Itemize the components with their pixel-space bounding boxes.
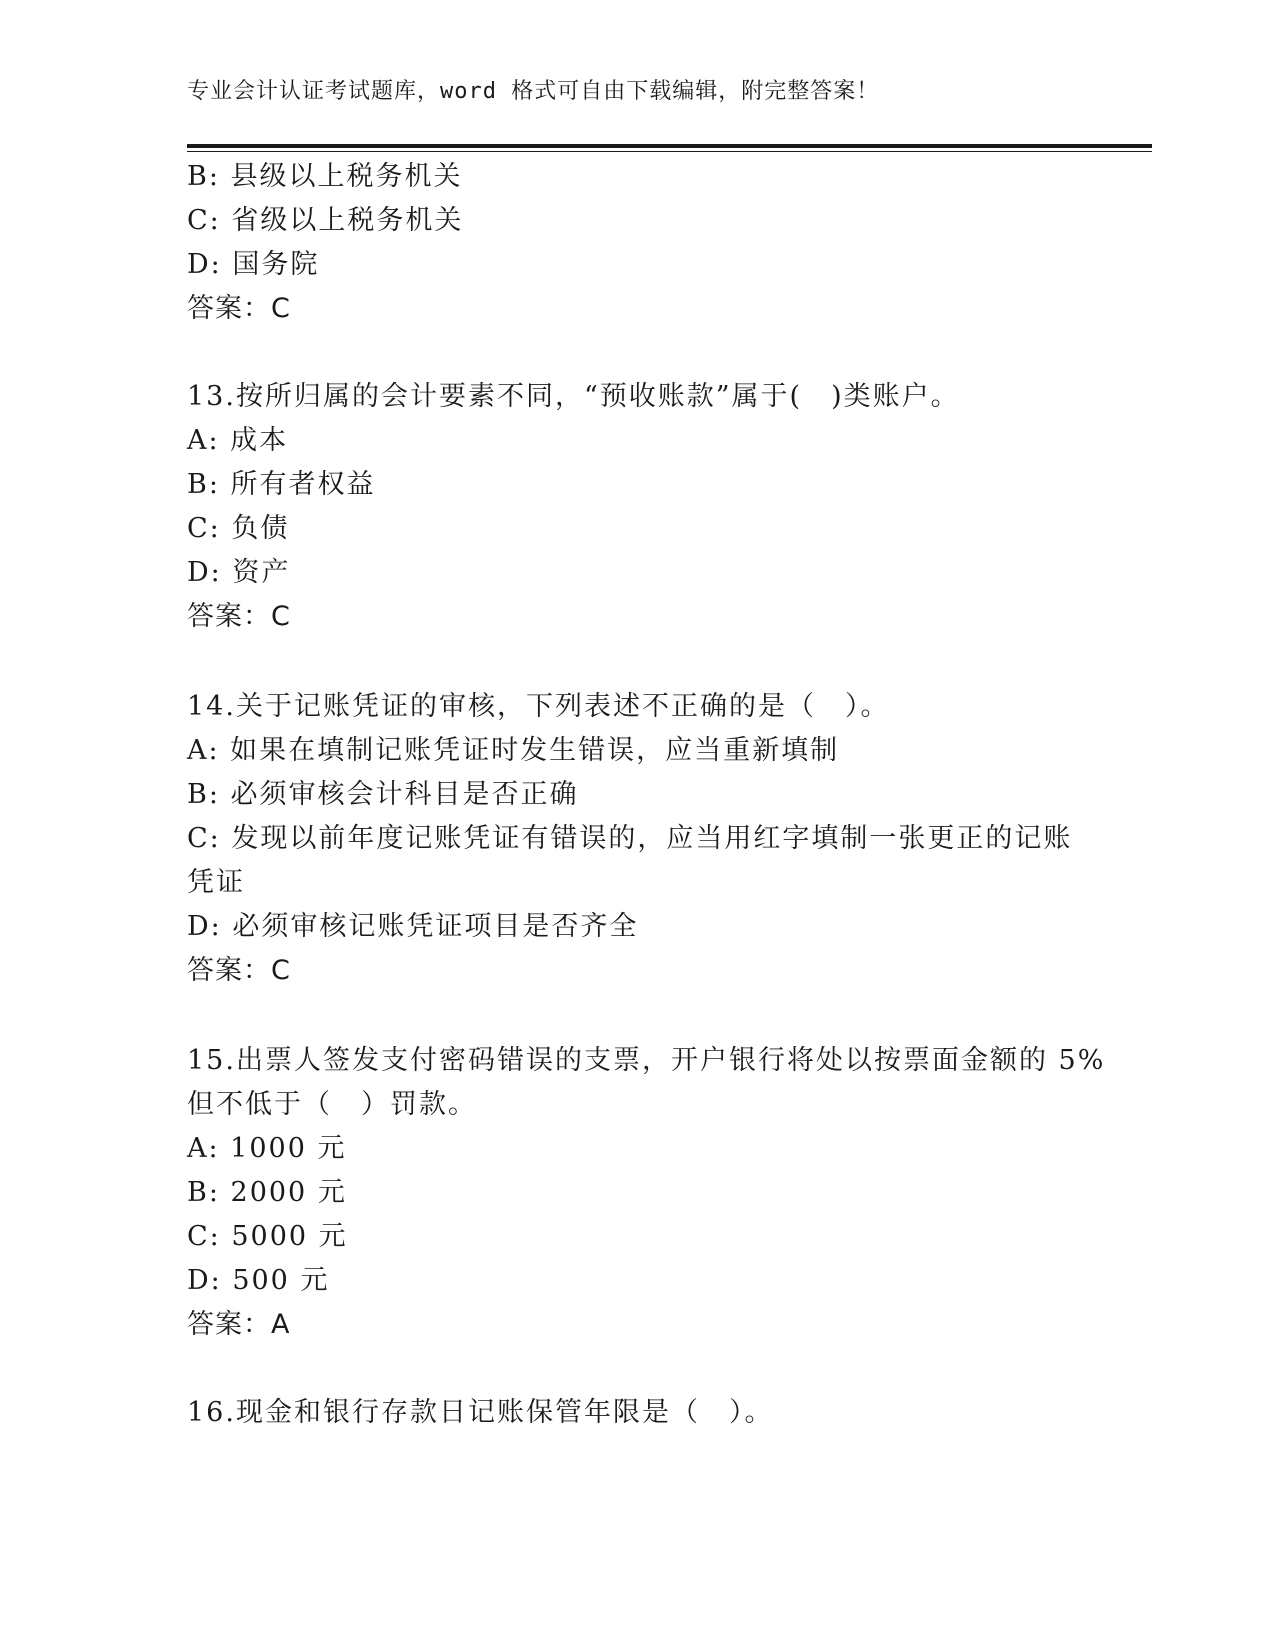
option-a: A: 成本 xyxy=(187,425,289,456)
option-a: A: 如果在填制记账凭证时发生错误，应当重新填制 xyxy=(187,735,840,766)
option-c: C: 负债 xyxy=(187,513,290,544)
answer: 答案：C xyxy=(187,955,291,986)
answer: 答案：C xyxy=(187,601,291,632)
option-d: D: 必须审核记账凭证项目是否齐全 xyxy=(187,911,639,942)
page-header: 专业会计认证考试题库，word 格式可自由下载编辑，附完整答案！ xyxy=(187,79,880,104)
answer: 答案：C xyxy=(187,293,291,324)
answer: 答案：A xyxy=(187,1309,291,1340)
option-d: D: 资产 xyxy=(187,557,291,588)
question-14: 14.关于记账凭证的审核，下列表述不正确的是（ ）。 xyxy=(187,691,890,722)
option-d: D: 国务院 xyxy=(187,249,320,280)
question-15: 15.出票人签发支付密码错误的支票，开户银行将处以按票面金额的 5% xyxy=(187,1045,1106,1076)
option-b: B: 2000 元 xyxy=(187,1177,347,1208)
question-16: 16.现金和银行存款日记账保管年限是（ ）。 xyxy=(187,1397,774,1428)
option-b: B: 必须审核会计科目是否正确 xyxy=(187,779,579,810)
option-a: A: 1000 元 xyxy=(187,1133,347,1164)
option-c-continued: 凭证 xyxy=(187,867,245,898)
option-c: C: 5000 元 xyxy=(187,1221,348,1252)
option-c: C: 发现以前年度记账凭证有错误的，应当用红字填制一张更正的记账 xyxy=(187,823,1073,854)
option-b: B: 县级以上税务机关 xyxy=(187,161,463,192)
header-divider-thin xyxy=(187,151,1152,152)
question-15-continued: 但不低于（ ）罚款。 xyxy=(187,1089,477,1120)
option-d: D: 500 元 xyxy=(187,1265,330,1296)
question-13: 13.按所归属的会计要素不同，“预收账款”属于( )类账户。 xyxy=(187,381,960,412)
header-divider xyxy=(187,144,1152,148)
option-b: B: 所有者权益 xyxy=(187,469,376,500)
option-c: C: 省级以上税务机关 xyxy=(187,205,464,236)
